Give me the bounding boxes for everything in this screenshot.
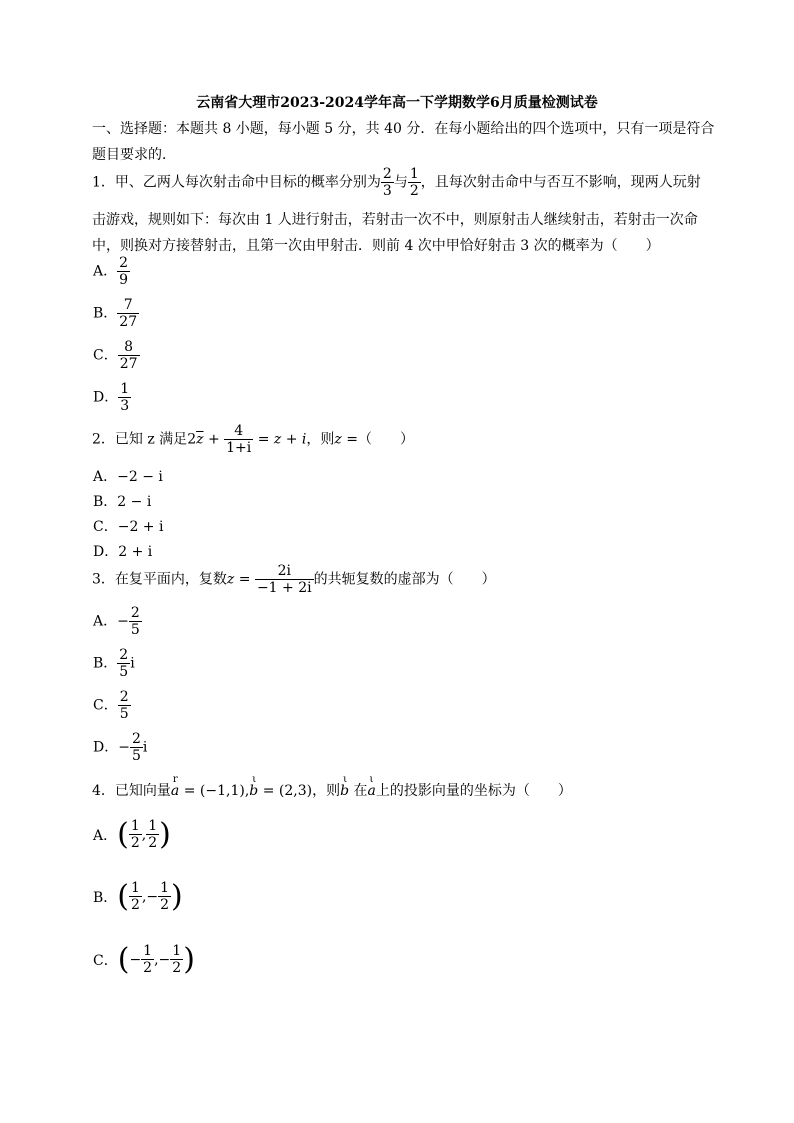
q2-coef: 2 — [187, 431, 197, 448]
option-num: 1 — [130, 818, 140, 834]
option-fraction-2 — [146, 818, 159, 851]
left-paren: ( — [117, 941, 130, 977]
option-label: D． — [93, 739, 119, 756]
option-fraction-1 — [129, 818, 142, 851]
question-1-line3: 中，则换对方接替射击，且第一次由甲射击．则前 4 次中甲恰好射击 3 次的概率为（ ） — [92, 238, 660, 254]
option-num: 1 — [148, 818, 158, 834]
option-sign: − — [118, 739, 130, 756]
q1-f2-den: 2 — [409, 183, 419, 199]
q4-eq2: = (2,3) — [258, 783, 313, 799]
option-fraction — [118, 381, 131, 414]
right-paren: ) — [183, 941, 195, 977]
right-paren: ) — [171, 878, 183, 914]
section-instruction-line2: 题目要求的． — [92, 147, 176, 163]
q2-option-c[interactable] — [93, 516, 163, 536]
section-instruction-line1: 一、选择题：本题共 8 小题，每小题 5 分，共 40 分．在每小题给出的四个选项中，只有一项是符合 — [92, 121, 715, 137]
q2-plus: + — [203, 431, 225, 448]
option-fraction — [117, 297, 139, 330]
vector-a-letter: a — [367, 783, 376, 799]
q4-mid: ，则 — [312, 783, 341, 799]
vector-arrow-icon: ι — [252, 774, 257, 785]
option-label: B． — [93, 305, 118, 322]
q4-vector-a — [170, 774, 180, 799]
q4-vector-b — [249, 774, 259, 799]
option-label: B． — [93, 494, 118, 510]
option-num: 2 — [119, 689, 129, 705]
option-fraction — [129, 605, 142, 638]
q4-prefix: 4．已知向量 — [92, 783, 171, 799]
option-tail: i — [142, 739, 148, 756]
option-den: 3 — [120, 398, 130, 414]
option-den: 5 — [130, 622, 140, 638]
option-num: 2 — [119, 255, 129, 271]
vector-a-letter: a — [170, 783, 180, 799]
q3-option-d[interactable] — [93, 731, 147, 764]
option-sign-1: − — [129, 951, 142, 968]
page-title: 云南省大理市2023-2024学年高一下学期数学6月质量检测试卷 — [196, 95, 598, 111]
q3-suffix: 的共轭复数的虚部为（ ） — [313, 571, 496, 588]
option-fraction — [118, 689, 131, 722]
option-den: 27 — [119, 314, 138, 330]
q1-f1-den: 3 — [382, 183, 392, 199]
q2-option-a[interactable] — [93, 466, 163, 486]
question-3-stem — [92, 563, 496, 596]
option-label: C． — [93, 952, 118, 969]
option-label: B． — [93, 655, 118, 672]
q2-z-conjugate: $\overline{z}$ — [196, 431, 204, 448]
option-label: D． — [93, 389, 119, 406]
question-2-stem — [92, 423, 414, 456]
left-paren: ( — [117, 878, 130, 914]
q1-option-b[interactable] — [93, 297, 139, 330]
q1-f1-num: 2 — [382, 166, 392, 182]
option-fraction — [118, 339, 140, 372]
option-num: 2 — [119, 647, 129, 663]
q3-prefix: 3．在复平面内，复数 — [92, 571, 227, 588]
option-fraction-2 — [158, 880, 171, 913]
option-text: 2 − i — [117, 494, 152, 510]
q2-z: z — [334, 431, 342, 448]
q3-option-b[interactable] — [93, 647, 135, 680]
option-label: A． — [93, 613, 118, 630]
q1-option-a[interactable] — [93, 255, 130, 288]
option-text: −2 − i — [117, 469, 163, 485]
option-fraction — [117, 647, 130, 680]
q1-fraction-2 — [408, 166, 421, 199]
option-den: 5 — [119, 664, 129, 680]
option-fraction-1 — [141, 943, 154, 976]
option-num: 1 — [143, 943, 153, 959]
q4-vector-b-2 — [340, 774, 350, 799]
option-den: 2 — [172, 960, 182, 976]
option-num: 1 — [131, 880, 140, 896]
option-fraction — [130, 731, 143, 764]
q2-rhs: = z + i — [253, 431, 307, 448]
option-num: 2 — [130, 605, 140, 621]
q2-tail: =（ ） — [341, 431, 414, 448]
q3-frac-num: 2i — [277, 563, 291, 579]
q4-option-c[interactable] — [93, 943, 195, 976]
q1-f2-num: 1 — [409, 166, 419, 182]
option-den: 2 — [143, 960, 153, 976]
option-den: 5 — [131, 748, 141, 764]
q4-suffix: 上的投影向量的坐标为（ ） — [375, 783, 572, 799]
option-text: 2 + i — [118, 544, 153, 560]
q2-fraction — [224, 423, 253, 456]
option-den: 2 — [160, 897, 170, 913]
q4-eq1: = (−1,1), — [179, 783, 250, 799]
q4-option-b[interactable] — [93, 880, 183, 913]
option-num: 2 — [131, 731, 141, 747]
question-1-line2: 击游戏，规则如下：每次由 1 人进行射击，若射击一次不中，则原射击人继续射击，若射击一次命 — [92, 212, 698, 228]
vector-arrow-icon: ι — [343, 774, 347, 785]
vector-arrow-icon: ι — [369, 774, 374, 785]
option-sign-2: − — [146, 888, 159, 905]
option-num: 8 — [124, 339, 134, 355]
option-label: C． — [93, 697, 118, 714]
vector-b-letter: b — [340, 783, 350, 799]
option-sign: − — [117, 613, 129, 630]
option-den: 5 — [119, 706, 129, 722]
question-4-stem — [92, 774, 572, 800]
q3-lhs: z = — [226, 571, 255, 588]
q4-option-a[interactable] — [93, 818, 171, 851]
option-sign-2: − — [158, 951, 171, 968]
option-label: C． — [93, 519, 118, 535]
q1-mid: 与 — [393, 174, 408, 191]
q2-option-d[interactable] — [93, 541, 152, 561]
option-den: 2 — [131, 897, 140, 913]
q4-vector-a-2 — [367, 774, 376, 799]
option-label: A． — [93, 263, 118, 280]
comma: , — [141, 888, 147, 905]
q2-prefix: 2．已知 z 满足 — [92, 431, 188, 448]
q1-fraction-1 — [381, 166, 394, 199]
q1-option-c[interactable] — [93, 339, 140, 372]
option-den: 2 — [148, 835, 158, 851]
q3-option-c[interactable] — [93, 689, 131, 722]
option-label: A． — [93, 469, 118, 485]
comma: , — [141, 826, 147, 843]
q1-suffix: ，且每次射击命中与否互不影响，现两人玩射 — [420, 174, 701, 191]
vector-arrow-icon: r — [172, 774, 178, 785]
option-den: 9 — [119, 272, 129, 288]
q2-suffix: ，则 — [306, 431, 335, 448]
comma: , — [154, 951, 159, 968]
q3-option-a[interactable] — [93, 605, 142, 638]
option-fraction — [117, 255, 130, 288]
option-num: 1 — [172, 943, 182, 959]
q1-prefix: 1．甲、乙两人每次射击命中目标的概率分别为 — [92, 174, 381, 191]
option-label: A． — [93, 827, 118, 844]
q2-option-b[interactable] — [93, 491, 151, 511]
option-tail: i — [130, 655, 135, 672]
q2-frac-den: 1+i — [226, 440, 252, 456]
q4-mid2: 在 — [349, 783, 368, 799]
right-paren: ) — [159, 816, 171, 852]
option-fraction-1 — [129, 880, 142, 913]
option-fraction-2 — [170, 943, 183, 976]
option-num: 1 — [120, 381, 130, 397]
option-num: 1 — [160, 880, 170, 896]
option-den: 27 — [119, 356, 138, 372]
q3-fraction — [255, 563, 314, 596]
option-text: −2 + i — [117, 519, 164, 535]
option-label: B． — [93, 889, 118, 906]
left-paren: ( — [117, 816, 129, 852]
option-label: C． — [93, 347, 118, 364]
vector-b-letter: b — [249, 783, 259, 799]
option-den: 2 — [130, 835, 140, 851]
q1-option-d[interactable] — [93, 381, 131, 414]
q3-frac-den: −1 + 2i — [256, 580, 312, 596]
option-label: D． — [93, 544, 119, 560]
option-num: 7 — [123, 297, 133, 313]
question-1-line1 — [92, 166, 701, 199]
q2-frac-num: 4 — [234, 423, 244, 439]
